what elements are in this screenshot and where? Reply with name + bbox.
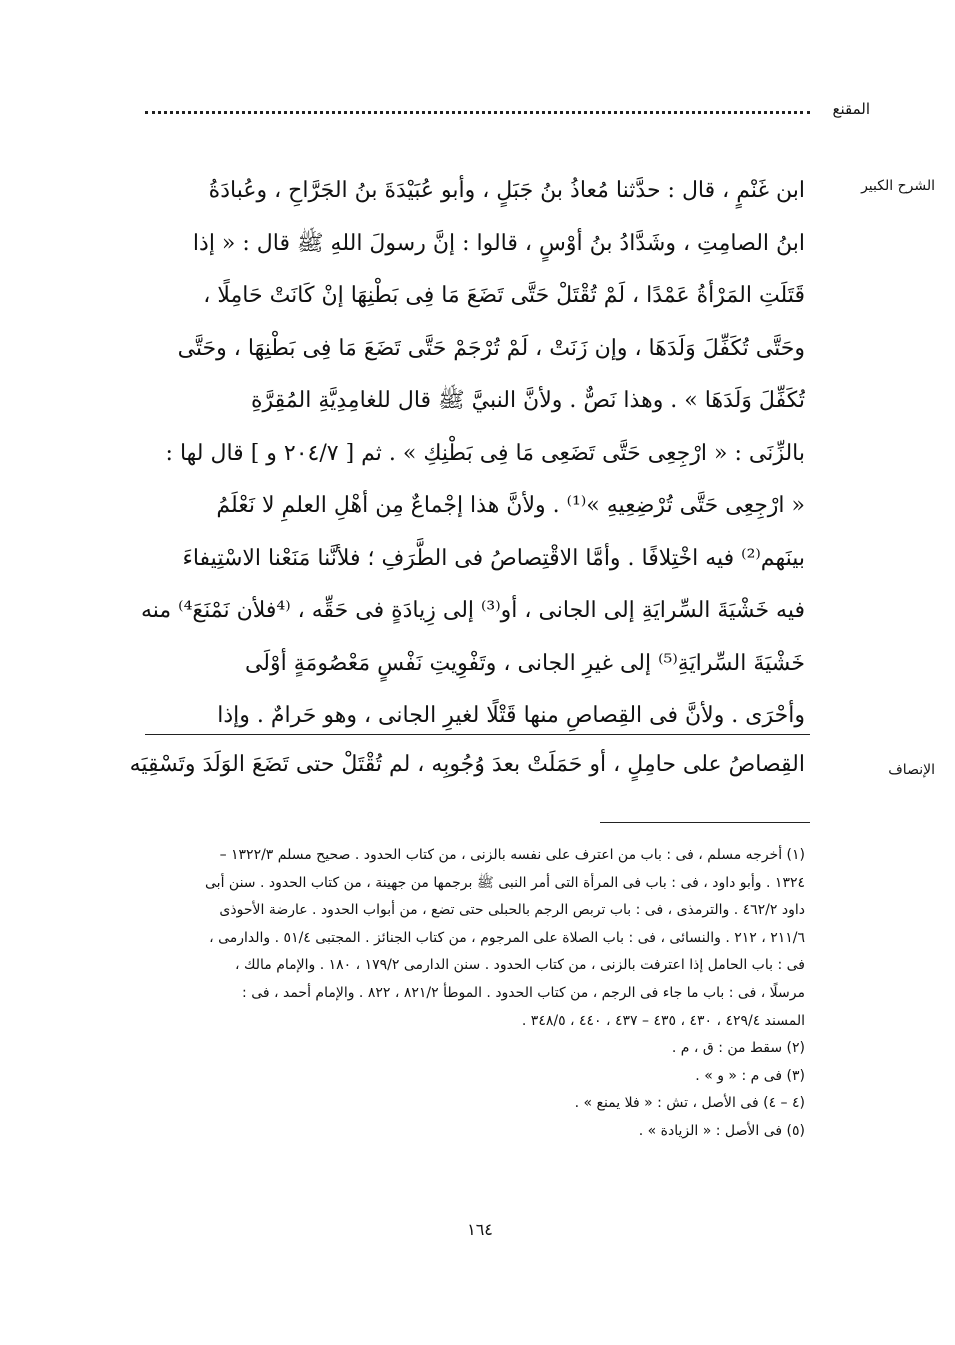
insaf-body-line: القِصاصُ على حامِلٍ ، أو حَمَلَتْ بعدَ وُجُوبِه ، لم تُقْتَلْ حتى تَضَعَ الوَلَدَ وتَسْقِيَه — [129, 752, 805, 777]
body-line: ابنُ الصامِتِ ، وشَدَّادُ بنُ أوْسٍ ، قالوا : إنَّ رسولَ اللهِ ﷺ قال : « إذا — [192, 230, 805, 256]
footnotes-divider — [600, 822, 810, 823]
section-divider — [145, 734, 810, 735]
body-line: بينَهم⁽²⁾ فيه اخْتِلافًا . وأمَّا الاقْتِصاصُ فى الطَّرَفِ ؛ فلأنَّنا مَنَعْنا الاسْتِيفاءَ — [182, 545, 805, 571]
footnote-line: المسند ٤٢٩/٤ ، ٤٣٠ ، ٤٣٥ – ٤٣٧ ، ٤٤٠ ، ٣٤٨/٥ . — [521, 1012, 805, 1029]
footnote-line: (٢) سقط من : ق ، م . — [671, 1040, 805, 1057]
body-line: وحَتَّى تُكَفِّلَ وَلَدَهَا ، وإن زَنَتْ ، لَمْ تُرْجَمْ حَتَّى تَضَعَ مَا فِى بَطْنِهَا ، وحَتَّى — [177, 335, 805, 361]
body-line: فيه خَشْيَةَ السِّرايَةِ إلى الجانى ، أو⁽³⁾ إلى زِيادَةٍ فى حَقِّه ، ⁽⁴فلأن نَمْنَعَ⁴⁾ منه — [140, 598, 805, 623]
body-line: ابن غَنْمٍ ، قال : حدَّثنا مُعاذُ بنُ جَبَلٍ ، وأبو عُبَيْدَةَ بنُ الجَرَّاحِ ، وعُبادَةُ — [208, 178, 805, 203]
insaf-section-label: الإنصاف — [888, 762, 935, 778]
footnote-line: ١٣٢٤ . وأبو داود ، فى : باب فى المرأة التى أمر النبى ﷺ برجمها من جهينة ، من كتاب الحدود . سنن أبى — [205, 874, 805, 891]
body-line: تُكَفِّلَ وَلَدَهَا » . وهذا نَصٌّ . ولأنَّ النبيَّ ﷺ قال للغامِدِيَّةِ المُقِرَّةِ — [251, 388, 805, 413]
footnote-line: فى : باب الحامل إذا اعترفت بالزنى ، من كتاب الحدود . سنن الدارمى ١٧٩/٢ ، ١٨٠ . والإمام مالك ، — [234, 957, 805, 974]
footnote-line: داود ٤٦٢/٢ . والترمذى ، فى : باب تربص الرجم بالحبلى حتى تضع ، من أبواب الحدود . عارضة الأحوذى — [219, 902, 805, 919]
body-line: قَتَلَتِ المَرْأةُ عَمْدًا ، لَمْ تُقْتَلْ حَتَّى تَضَعَ مَا فِى بَطْنِهَا إنْ كَانَتْ حَامِلًا ، — [203, 283, 805, 308]
body-line: بالزِّنَى : « ارْجِعِى حَتَّى تَضَعِى مَا فِى بَطْنِكِ » . ثم [ ٢٠٤/٧ و ] قال لها : — [165, 440, 805, 466]
footnote-line: (٥) فى الأصل : « الزيادة » . — [638, 1122, 805, 1139]
footnote-line: (٤ – ٤) فى الأصل ، تش : « فلا يمنع » . — [574, 1095, 805, 1112]
running-header-title: المقنع — [832, 100, 870, 118]
header-dotted-rule — [145, 111, 810, 114]
footnote-line: (٣) فى م : « و » . — [695, 1067, 805, 1084]
body-line: « ارْجِعِى حَتَّى تُرْضِعِيهِ »⁽¹⁾ . ولأنَّ هذا إجْماعٌ مِن أهْلِ العلمِ لا نَعْلَمُ — [216, 493, 805, 518]
page-number: ١٦٤ — [467, 1220, 493, 1239]
footnote-line: (١) أخرجه مسلم ، فى : باب من اعترف على نفسه بالزنى ، من كتاب الحدود . صحيح مسلم ١٣٢٢/٣ – — [219, 847, 805, 863]
body-line: وأحْرَى . ولأنَّ فى القِصاصِ منها قَتْلًا لغيرِ الجانى ، وهو حَرامٌ . وإذا — [217, 703, 805, 728]
body-line: خَشْيَةَ السِّرايَةِ⁽⁵⁾ إلى غيرِ الجانى ، وتَفْوِيتِ نَفْسٍ مَعْصُومَةٍ أوْلَى — [244, 650, 805, 676]
footnote-line: ٢١١/٦ ، ٢١٢ . والنسائى ، فى : باب الصلاة على المرجوم ، من كتاب الجنائز . المجتبى ٥١/٤ . والدارمى ، — [209, 929, 805, 946]
footnote-line: مرسلًا ، فى : باب ما جاء فى الرجم ، من كتاب الحدود . الموطأ ٨٢١/٢ ، ٨٢٢ . والإمام أحمد ، فى : — [242, 984, 805, 1001]
sharh-section-label: الشرح الكبير — [861, 178, 935, 194]
sharh-body-text — [140, 165, 805, 743]
footnotes — [140, 842, 805, 1146]
